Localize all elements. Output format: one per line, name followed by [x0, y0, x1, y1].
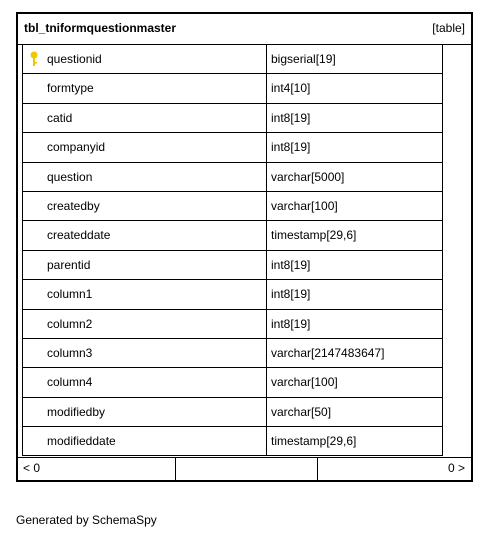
- column-type-cell: [267, 251, 443, 279]
- column-type-cell: [267, 368, 443, 396]
- table-row: [22, 427, 443, 456]
- column-name-cell: [22, 368, 267, 396]
- column-type-cell: [267, 45, 443, 73]
- column-type: int8[19]: [271, 287, 311, 302]
- table-row: [22, 221, 443, 250]
- table-row: [22, 339, 443, 368]
- column-type: varchar[2147483647]: [271, 345, 385, 360]
- footer-divider: [317, 458, 318, 480]
- generated-by-note: Generated by SchemaSpy: [16, 513, 157, 527]
- table-row: [22, 133, 443, 162]
- parents-count: < 0: [23, 461, 41, 475]
- column-name-cell: [22, 280, 267, 308]
- table-header: [18, 14, 471, 45]
- table-row: [22, 163, 443, 192]
- table-name: tbl_tniformquestionmaster: [24, 21, 177, 35]
- table-row: [22, 104, 443, 133]
- column-type-cell: [267, 427, 443, 455]
- column-name-cell: [22, 251, 267, 279]
- column-name: column3: [47, 345, 93, 360]
- table-footer: [18, 457, 471, 480]
- column-type: int8[19]: [271, 257, 311, 272]
- column-name: formtype: [47, 81, 94, 96]
- column-type-cell: [267, 74, 443, 102]
- column-name-cell: [22, 74, 267, 102]
- table-row: [22, 280, 443, 309]
- column-name: catid: [47, 110, 73, 125]
- table-row: [22, 251, 443, 280]
- column-type-cell: [267, 163, 443, 191]
- column-type-cell: [267, 221, 443, 249]
- column-type-cell: [267, 104, 443, 132]
- column-name: createddate: [47, 228, 111, 243]
- column-name: questionid: [47, 52, 102, 66]
- table-row: [22, 74, 443, 103]
- column-name: question: [47, 169, 93, 184]
- children-count: 0 >: [447, 461, 465, 475]
- column-name: parentid: [47, 257, 91, 272]
- column-name: createdby: [47, 198, 100, 213]
- column-type: timestamp[29,6]: [271, 228, 357, 243]
- column-name: column4: [47, 375, 93, 390]
- column-type: timestamp[29,6]: [271, 434, 357, 449]
- column-name: modifiedby: [47, 404, 106, 419]
- column-name-cell: [22, 398, 267, 426]
- column-name-cell: [22, 192, 267, 220]
- column-type-cell: [267, 133, 443, 161]
- key-icon: [29, 51, 39, 67]
- column-type: bigserial[19]: [271, 52, 336, 66]
- column-type: varchar[100]: [271, 198, 338, 213]
- column-type: int8[19]: [271, 316, 311, 331]
- column-name-cell: [22, 45, 267, 73]
- table-row: [22, 310, 443, 339]
- column-type-cell: [267, 398, 443, 426]
- table-row: [22, 192, 443, 221]
- column-type: int4[10]: [271, 81, 311, 96]
- table-entity: [16, 12, 473, 482]
- column-name-cell: [22, 221, 267, 249]
- column-name-cell: [22, 310, 267, 338]
- column-name: companyid: [47, 140, 106, 155]
- column-type: int8[19]: [271, 110, 311, 125]
- table-row: [22, 398, 443, 427]
- column-type: varchar[50]: [271, 404, 332, 419]
- column-type-cell: [267, 310, 443, 338]
- column-name-cell: [22, 133, 267, 161]
- column-name: column2: [47, 316, 93, 331]
- column-name-cell: [22, 163, 267, 191]
- column-type: varchar[5000]: [271, 169, 345, 184]
- column-name-cell: [22, 427, 267, 455]
- column-name-cell: [22, 104, 267, 132]
- table-row: [22, 45, 443, 74]
- column-type: varchar[100]: [271, 375, 338, 390]
- column-name-cell: [22, 339, 267, 367]
- column-list: [22, 45, 443, 456]
- footer-divider: [175, 458, 176, 480]
- column-type: int8[19]: [271, 140, 311, 155]
- table-row: [22, 368, 443, 397]
- column-type-cell: [267, 192, 443, 220]
- table-kind: [table]: [432, 21, 465, 35]
- column-name: modifieddate: [47, 434, 116, 449]
- column-type-cell: [267, 339, 443, 367]
- column-name: column1: [47, 287, 93, 302]
- column-type-cell: [267, 280, 443, 308]
- row-padding: [443, 45, 471, 457]
